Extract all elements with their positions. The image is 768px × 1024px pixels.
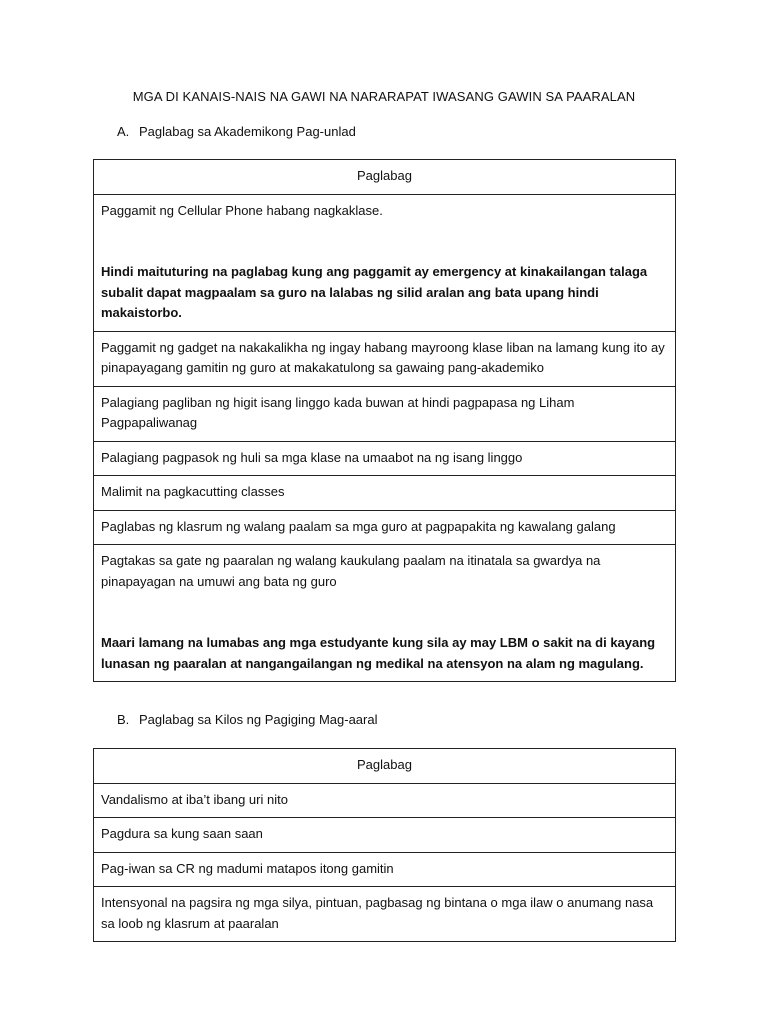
- table-cell: [94, 545, 676, 682]
- violation-note: Hindi maituturing na paglabag kung ang paggamit ay emergency at kinakailangan talaga subalit dapat magpaalam sa guro na lalabas ng silid aralan ang bata upang hindi makaistorbo.: [101, 264, 648, 320]
- table-row: [94, 510, 676, 545]
- table-row: [94, 852, 676, 887]
- table-row: [94, 887, 676, 942]
- table-cell: Palagiang pagpasok ng huli sa mga klase na umaabot na ng isang linggo: [94, 441, 676, 476]
- section-b-table: [93, 748, 676, 942]
- table-cell: Malimit na pagkacutting classes: [94, 476, 676, 511]
- section-a-table: [93, 159, 676, 682]
- table-header-row: [94, 160, 676, 195]
- table-header-row: [94, 749, 676, 784]
- table-cell: Intensyonal na pagsira ng mga silya, pintuan, pagbasag ng bintana o mga ilaw o anumang nasa sa loob ng klasrum at paaralan: [94, 887, 676, 942]
- column-header: Paglabag: [94, 749, 676, 784]
- column-header: Paglabag: [94, 160, 676, 195]
- table-cell: Pag-iwan sa CR ng madumi matapos itong gamitin: [94, 852, 676, 887]
- section-a-letter: A.: [117, 124, 130, 139]
- table-cell: Pagdura sa kung saan saan: [94, 818, 676, 853]
- table-row: [94, 441, 676, 476]
- table-cell: Palagiang pagliban ng higit isang linggo kada buwan at hindi pagpapasa ng Liham Pagpapaliwanag: [94, 386, 676, 441]
- violation-text: Pagtakas sa gate ng paaralan ng walang kaukulang paalam na itinatala sa gwardya na pinapayagan na umuwi ang bata ng guro: [101, 553, 601, 589]
- page-title: MGA DI KANAIS-NAIS NA GAWI NA NARARAPAT IWASANG GAWIN SA PAARALAN: [132, 89, 636, 104]
- table-row: [94, 194, 676, 331]
- table-row: [94, 386, 676, 441]
- table-row: [94, 545, 676, 682]
- section-a-title: Paglabag sa Akademikong Pag-unlad: [139, 124, 356, 139]
- section-b-title: Paglabag sa Kilos ng Pagiging Mag-aaral: [139, 712, 378, 727]
- table-cell: Paggamit ng gadget na nakakalikha ng ingay habang mayroong klase liban na lamang kung ito ay pinapayagang gamitin ng guro at makakatulong sa gawaing pang-akademiko: [94, 331, 676, 386]
- table-row: [94, 783, 676, 818]
- table-row: [94, 476, 676, 511]
- section-a-heading: [117, 124, 356, 139]
- table-cell: [94, 194, 676, 331]
- table-row: [94, 331, 676, 386]
- violation-note: Maari lamang na lumabas ang mga estudyante kung sila ay may LBM o sakit na di kayang lunasan ng paaralan at nangangailangan ng medikal na atensyon na alam ng magulang.: [101, 635, 656, 671]
- table-cell: Paglabas ng klasrum ng walang paalam sa mga guro at pagpapakita ng kawalang galang: [94, 510, 676, 545]
- violation-text: Paggamit ng Cellular Phone habang nagkaklase.: [101, 202, 383, 218]
- section-b-heading: [117, 712, 378, 727]
- table-cell: Vandalismo at iba’t ibang uri nito: [94, 783, 676, 818]
- section-b-letter: B.: [117, 712, 130, 727]
- table-row: [94, 818, 676, 853]
